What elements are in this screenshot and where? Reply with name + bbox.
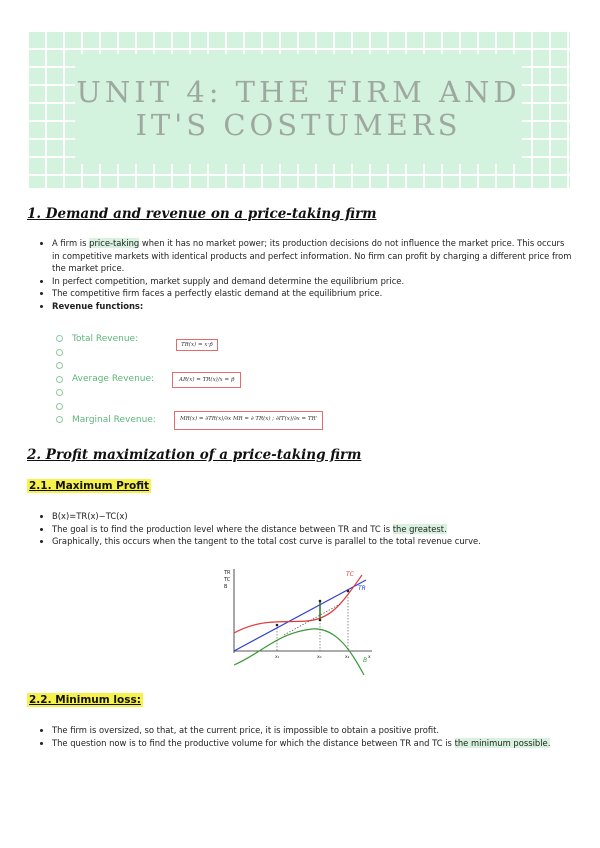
list-item: • B(x)=TR(x)−TC(x) <box>52 510 572 523</box>
series-b-curve <box>234 629 364 675</box>
highlight: the greatest. <box>392 523 447 534</box>
section2-1-bullets <box>38 510 572 548</box>
y-label-b: B <box>224 584 228 590</box>
list-item: • Revenue functions: <box>52 300 572 313</box>
title-banner <box>27 30 570 188</box>
list-item: • The question now is to find the productive volume for which the distance between TR and TC is the minimum possible. <box>52 737 572 750</box>
circle-bullet-icon <box>56 362 63 369</box>
x-tick: x₂ <box>345 655 350 660</box>
x-tick: x₁ <box>275 655 280 660</box>
list-item: • A firm is price-taking when it has no market power; its production decisions do not influence the market price. This occurs in competitive markets with identical products and perfect information. No firm can profit by charging a different price from the market price. <box>52 237 572 275</box>
highlight: price-taking <box>89 238 140 248</box>
point <box>319 619 322 622</box>
label-b: B <box>363 657 368 664</box>
page-title: UNIT 4: THE FIRM AND IT'S COSTUMERS <box>76 75 521 142</box>
subsection-minimum-loss: 2.2. Minimum loss: <box>29 694 141 706</box>
list-item: • The firm is oversized, so that, at the current price, it is impossible to obtain a positive profit. <box>52 724 572 737</box>
average-revenue-formula: AR(x) = TR(x)/x = p̄ <box>172 372 241 388</box>
point <box>276 624 279 627</box>
section2-heading: 2. Profit maximization of a price-taking firm <box>27 447 362 463</box>
highlight: the minimum possible. <box>454 737 551 748</box>
sub-item: Total Revenue: <box>56 332 376 346</box>
sub-item: Marginal Revenue: <box>56 413 376 427</box>
x-axis-label: x <box>368 655 371 660</box>
x-tick: x₀ <box>317 655 322 660</box>
list-item: • The competitive firm faces a perfectly elastic demand at the equilibrium price. <box>52 287 572 300</box>
list-item: • Graphically, this occurs when the tangent to the total cost curve is parallel to the total revenue curve. <box>52 535 572 548</box>
profit-chart <box>222 563 382 681</box>
marginal-revenue-formula: MR(x) = ∂TR(x)/∂x MR = ∂ TR(x) ; ∂IT(x)/∂x = TR' <box>174 411 323 430</box>
circle-bullet-icon <box>56 416 63 423</box>
circle-bullet-icon <box>56 376 63 383</box>
sub-item: Average Revenue: <box>56 373 376 387</box>
circle-bullet-icon <box>56 335 63 342</box>
section1-bullets <box>38 237 572 313</box>
label-tr: TR <box>358 585 366 592</box>
circle-bullet-icon <box>56 349 63 356</box>
circle-bullet-icon <box>56 389 63 396</box>
list-item: • In perfect competition, market supply and demand determine the equilibrium price. <box>52 275 572 288</box>
list-item: • The goal is to find the production level where the distance between TR and TC is the greatest. <box>52 523 572 536</box>
total-revenue-formula: TR(x) = x·p̄ <box>176 339 218 351</box>
point <box>319 600 322 603</box>
y-label-tc: TC <box>224 577 231 583</box>
label-tc: TC <box>346 571 354 578</box>
sub-item <box>56 359 376 373</box>
section2-2-bullets <box>38 724 572 749</box>
subsection-maximum-profit: 2.1. Maximum Profit <box>29 480 150 492</box>
section1-heading: 1. Demand and revenue on a price-taking firm <box>27 206 377 222</box>
title-box <box>75 54 522 164</box>
sub-item <box>56 386 376 400</box>
series-tr-line <box>234 580 366 651</box>
point <box>347 590 350 593</box>
y-label-tr: TR <box>224 570 231 576</box>
series-tc-curve <box>234 575 362 633</box>
circle-bullet-icon <box>56 403 63 410</box>
